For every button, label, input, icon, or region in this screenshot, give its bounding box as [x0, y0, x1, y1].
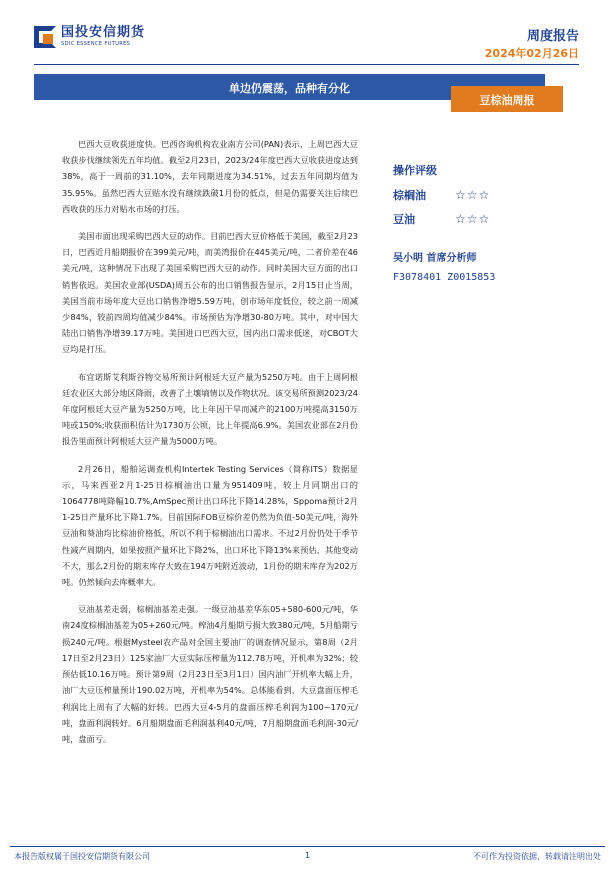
report-type: 周度报告 — [526, 29, 579, 44]
page-number: 1 — [305, 851, 311, 860]
report-tag-label: 豆棕油周报 — [479, 94, 535, 107]
paragraph: 豆油基差走弱，棕榈油基差走强。一级豆油基差华东05+580-600元/吨，华南24度棕榈油基差为05+260元/吨。榨油4月船期亏损大致380元/吨，5月船期亏损240元/吨。根据Mysteel农产品对全国主要油厂的调查情况显示，第8周（2月17日至2月23日）125家油厂大豆实际压榨量为112.78万吨，开机率为32%；较预估低10.16万吨。预计第9周（2月23日至3月1日）国内油厂开机率大幅上升，油厂大豆压榨量预计190.02万吨，开机率为54%。总体能看到，大豆盘面压榨毛利润比上周有了大幅的好转。巴西大豆4-5月的盘面压榨毛利润为100~170元/吨，盘面利润转好。6月船期盘面毛利润基利40元/吨，7月船期盘面毛利润-30元/吨，盘面亏。 — [62, 604, 358, 744]
analyst-license-ids: F3078401 Z0015853 — [393, 272, 496, 283]
analyst-name: 吴小明 首席分析师 — [393, 253, 477, 264]
report-tag — [451, 86, 563, 112]
paragraph: 巴西大豆收获进度快。巴西咨询机构农业南方公司(PAN)表示，上周巴西大豆收获步伐继续领先五年均值。截至2月23日，2023/24年度巴西大豆收获进度达到38%，高于一周前的31.10%，去年同期进度为34.51%，过去五年同期均值为35.95%。虽然巴西大豆贴水没有继续跌破1月份的低点，但是仍需要关注后续巴西收获的压力对贴水市场的打压。 — [62, 139, 358, 214]
disclaimer: 不可作为投资依据，转载请注明出处 — [473, 852, 601, 861]
report-date: 2024年02月26日 — [484, 47, 579, 60]
paragraph: 2月26日，船舶运调查机构Intertek Testing Services（简称ITS）数据显示，马来西亚2月1-25日棕榈油出口量为951409吨，较上月同期出口的1064778吨降幅10.7%,AmSpec预计出口环比下降14.28%，Sppoma预计2月1-25日产量环比下降1.7%。目前国际FOB豆棕价差仍然为负值-50美元/吨，海外豆油和葵油均比棕油价格低，所以不利于棕榈油出口需求。不过2月份仍处于季节性减产周期内，如果按照产量环比下降2%，出口环比下降13%来预估，其他变动不大，那么2月份的期末库存大致在194万吨附近波动，1月份的期末库存为202万吨。仍然倾向去库概率大。 — [62, 463, 358, 588]
report-title: 单边仍震荡，品种有分化 — [229, 82, 350, 95]
rating-label: 豆油 — [393, 213, 415, 226]
logo-icon — [34, 26, 56, 48]
star-rating-icon: ☆☆☆ — [455, 212, 491, 226]
paragraph: 美国市面出现采购巴西大豆的动作。目前巴西大豆价格低于美国，截至2月23日，巴西近月船期报价在399美元/吨，而美湾报价在445美元/吨，二者价差在46美元/吨，这种情况下出现了美国采购巴西大豆的动作。同时美国大豆方面的出口销售依迟。美国农业部(USDA)周五公布的出口销售报告显示，2月15日止当周，美国当前市场年度大豆出口销售净增5.59万吨，创市场年度低位，较之前一周减少84%，较前四周均值减少84%。市场预估为净增30-80万吨。其中，对中国大陆出口销售净增39.17万吨。美国进口巴西大豆，国内出口需求低迷，对CBOT大豆均是打压。 — [62, 231, 358, 355]
copyright-notice: 本报告版权属于国投安信期货有限公司 — [14, 852, 150, 861]
sidebar — [393, 162, 573, 283]
rating-row-palm-oil — [393, 187, 573, 203]
rating-label: 棕榈油 — [393, 189, 426, 202]
header-divider — [34, 64, 579, 65]
main-body — [62, 136, 358, 758]
rating-title: 操作评级 — [393, 164, 437, 177]
star-rating-icon: ☆☆☆ — [455, 188, 491, 202]
logo-name-en: SDIC ESSENCE FUTURES — [61, 41, 131, 47]
footer-divider — [10, 846, 605, 847]
company-logo — [34, 26, 145, 48]
paragraph: 布宜诺斯艾利斯谷物交易所预计阿根廷大豆产量为5250万吨。由于上周阿根廷农业区大部分地区降雨，改善了土壤墒情以及作物状况。该交易所预测2023/24年度阿根廷大豆产量为5250万吨，比上年因干旱而减产的2100万吨提高3150万吨或150%;收获面积估计为1730万公顷，比上年提高6.9%。美国农业部在2月份报告里面预计阿根廷大豆产量为5000万吨。 — [62, 371, 359, 447]
logo-name-cn: 国投安信期货 — [61, 25, 146, 40]
rating-row-soybean-oil — [393, 211, 573, 227]
